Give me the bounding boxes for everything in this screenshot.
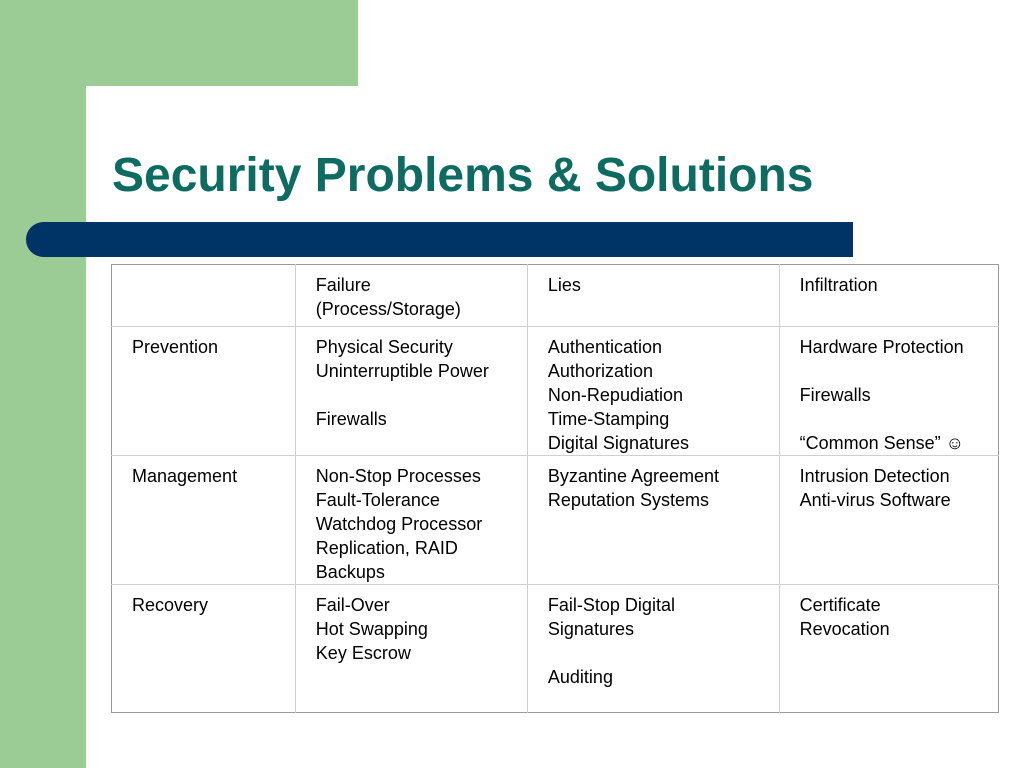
cell-line: Fault-Tolerance <box>315 490 440 510</box>
cell-line: Hardware Protection <box>799 337 964 357</box>
header-infiltration-cell <box>779 265 998 327</box>
cell-line: Physical Security <box>315 337 453 357</box>
left-decor-strip <box>0 0 86 768</box>
row-label-cell <box>112 456 296 585</box>
cell-line: Anti-virus Software <box>799 490 951 510</box>
table-cell <box>295 585 527 713</box>
cell-line: Firewalls <box>799 385 871 405</box>
header-failure-cell <box>295 265 527 327</box>
row-label-cell <box>112 327 296 456</box>
cell-line: Lies <box>547 275 581 295</box>
cell-line: Infiltration <box>799 275 878 295</box>
table-row <box>112 456 999 585</box>
cell-line: Replication, RAID <box>315 538 458 558</box>
row-label-cell <box>112 585 296 713</box>
table-cell <box>527 327 779 456</box>
table-row <box>112 327 999 456</box>
slide-title: Security Problems & Solutions <box>112 149 814 202</box>
table-row <box>112 585 999 713</box>
table-cell <box>779 327 998 456</box>
cell-line: Time-Stamping <box>547 409 670 429</box>
table-cell <box>779 585 998 713</box>
cell-line: Key Escrow <box>315 643 411 663</box>
cell-line: Authorization <box>547 361 653 381</box>
cell-line: Hot Swapping <box>315 619 428 639</box>
cell-line: Fail-Stop Digital <box>547 595 675 615</box>
cell-line: Firewalls <box>315 409 387 429</box>
cell-line: Fail-Over <box>315 595 390 615</box>
cell-line: Revocation <box>799 619 890 639</box>
cell-line: Uninterruptible Power <box>315 361 489 381</box>
cell-line: Backups <box>315 562 385 582</box>
table-cell <box>527 585 779 713</box>
cell-line: Failure <box>315 275 371 295</box>
cell-line: Watchdog Processor <box>315 514 483 534</box>
cell-line: Non-Stop Processes <box>315 466 481 486</box>
cell-line: Non-Repudiation <box>547 385 683 405</box>
cell-gap <box>800 407 988 431</box>
table-cell <box>527 456 779 585</box>
table-header-row <box>112 265 999 327</box>
cell-line: Intrusion Detection <box>799 466 950 486</box>
table-cell <box>779 456 998 585</box>
cell-line: Authentication <box>547 337 662 357</box>
security-table <box>111 264 999 713</box>
cell-gap <box>800 359 988 383</box>
table-cell <box>295 456 527 585</box>
cell-line: (Process/Storage) <box>315 299 461 319</box>
top-decor-block <box>0 0 358 86</box>
table-cell <box>295 327 527 456</box>
cell-gap <box>316 383 517 407</box>
cell-line: Signatures <box>547 619 634 639</box>
row-label: Management <box>132 466 238 486</box>
cell-line: Reputation Systems <box>547 490 709 510</box>
header-corner-cell <box>112 265 296 327</box>
cell-line: Digital Signatures <box>547 433 689 453</box>
cell-line: Byzantine Agreement <box>547 466 720 486</box>
header-lies-cell <box>527 265 779 327</box>
cell-line: Certificate <box>799 595 881 615</box>
cell-line: “Common Sense” ☺ <box>799 433 965 453</box>
row-label: Prevention <box>132 337 219 357</box>
cell-line: Auditing <box>547 667 613 687</box>
cell-gap <box>548 641 769 665</box>
title-underline-bar <box>26 222 853 257</box>
row-label: Recovery <box>132 595 209 615</box>
